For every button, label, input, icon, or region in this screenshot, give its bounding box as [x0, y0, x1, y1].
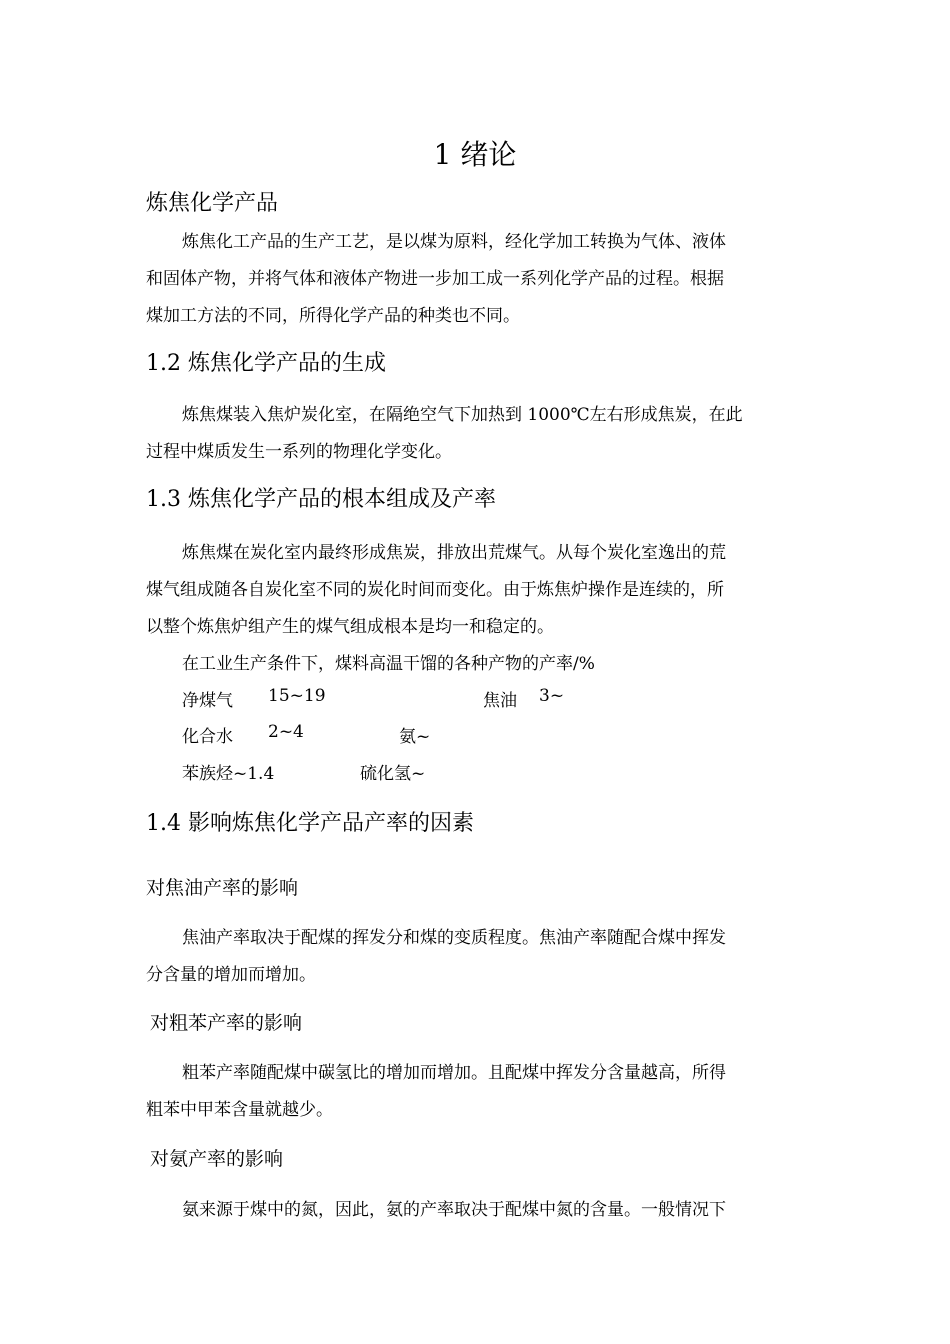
- section-heading-1-2: 1.2 炼焦化学产品的生成: [146, 351, 386, 376]
- chapter-title: 1 绪论: [433, 138, 517, 171]
- yield-value: 2~4: [268, 722, 304, 742]
- yield-label: 化合水: [182, 727, 233, 747]
- subsection-heading-ammonia: 对氨产率的影响: [150, 1148, 284, 1170]
- paragraph-line: 炼焦煤装入焦炉炭化室，在隔绝空气下加热到 1000℃左右形成焦炭，在此: [182, 405, 743, 425]
- yield-item: 氨~: [399, 727, 431, 747]
- yield-value: 15~19: [268, 686, 326, 706]
- paragraph-line: 和固体产物，并将气体和液体产物进一步加工成一系列化学产品的过程。根据: [146, 269, 724, 289]
- paragraph-line: 焦油产率取决于配煤的挥发分和煤的变质程度。焦油产率随配合煤中挥发: [182, 928, 726, 948]
- paragraph-line: 炼焦煤在炭化室内最终形成焦炭，排放出荒煤气。从每个炭化室逸出的荒: [182, 543, 726, 563]
- paragraph-line: 氨来源于煤中的氮，因此，氨的产率取决于配煤中氮的含量。一般情况下: [182, 1200, 726, 1220]
- paragraph-line: 分含量的增加而增加。: [146, 965, 316, 985]
- section-heading-products: 炼焦化学产品: [146, 191, 279, 216]
- section-heading-1-3: 1.3 炼焦化学产品的根本组成及产率: [146, 487, 496, 512]
- section-heading-1-4: 1.4 影响炼焦化学产品产率的因素: [146, 811, 474, 836]
- paragraph-line: 粗苯产率随配煤中碳氢比的增加而增加。且配煤中挥发分含量越高，所得: [182, 1063, 726, 1083]
- subsection-heading-benzene: 对粗苯产率的影响: [150, 1012, 303, 1034]
- paragraph-line: 过程中煤质发生一系列的物理化学变化。: [146, 442, 452, 462]
- paragraph-line: 煤气组成随各自炭化室不同的炭化时间而变化。由于炼焦炉操作是连续的，所: [146, 580, 724, 600]
- yield-label: 焦油: [483, 691, 517, 711]
- paragraph-line: 粗苯中甲苯含量就越少。: [146, 1100, 333, 1120]
- paragraph-line: 煤加工方法的不同，所得化学产品的种类也不同。: [146, 306, 520, 326]
- yield-label: 净煤气: [182, 691, 233, 711]
- yield-item: 苯族烃~1.4: [182, 764, 275, 784]
- yield-value: 3~: [539, 686, 565, 706]
- paragraph-line: 以整个炼焦炉组产生的煤气组成根本是均一和稳定的。: [146, 617, 554, 637]
- yield-item: 硫化氢~: [360, 764, 426, 784]
- yield-intro: 在工业生产条件下，煤料高温干馏的各种产物的产率/%: [182, 654, 595, 674]
- subsection-heading-tar: 对焦油产率的影响: [146, 877, 299, 899]
- paragraph-line: 炼焦化工产品的生产工艺，是以煤为原料，经化学加工转换为气体、液体: [182, 232, 726, 252]
